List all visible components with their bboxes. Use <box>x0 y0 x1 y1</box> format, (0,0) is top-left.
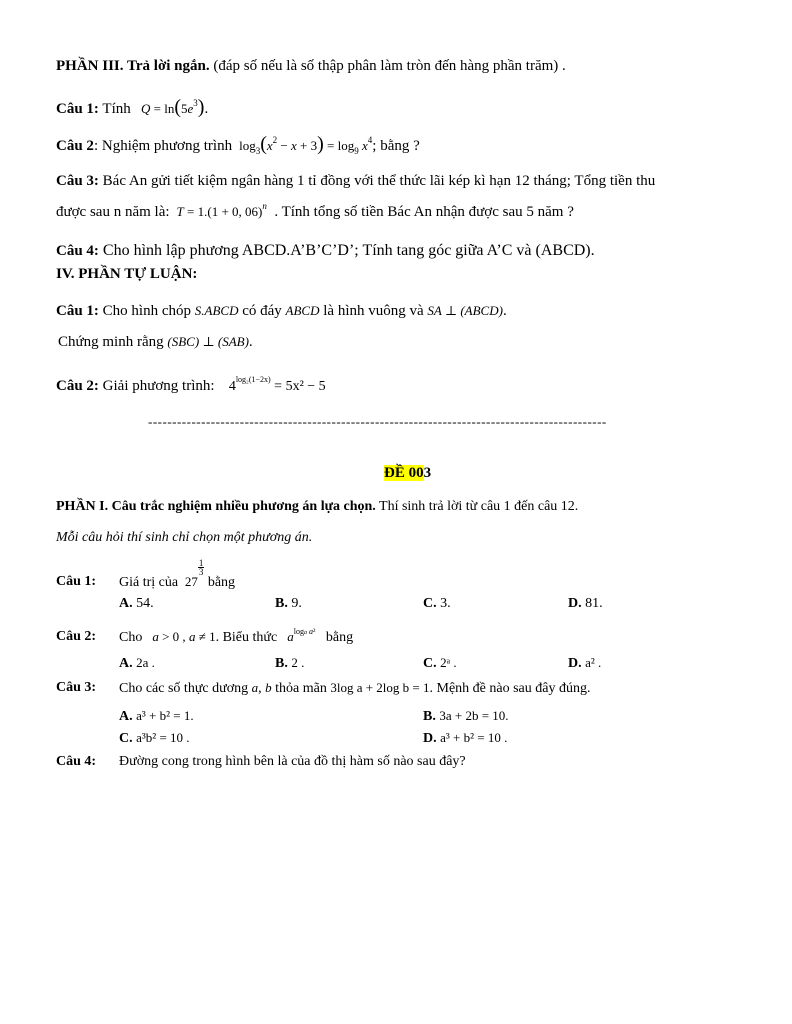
question-text: Cho <box>119 630 143 645</box>
math-log-condition: 3log a + 2log b = 1 <box>330 680 430 695</box>
q1-math: $Q = \ln(5e^3)$ <box>141 96 205 118</box>
question-text: : Nghiệm phương trình <box>93 138 233 154</box>
question-label: Câu 1: <box>56 101 99 117</box>
math-plane-perpendicular: (SBC) ⊥ (SAB) <box>167 334 249 349</box>
mc-question-2 <box>56 627 354 647</box>
question-end: . <box>204 101 209 117</box>
question-label: Câu 3: <box>56 173 99 189</box>
mc2-option-a[interactable] <box>119 654 155 673</box>
question-text: Giá trị của <box>119 575 179 590</box>
mc-question-3 <box>56 678 591 698</box>
question-text-2: có đáy <box>242 303 282 319</box>
mc3-option-a[interactable] <box>119 707 194 726</box>
part4-question-2 <box>56 376 326 398</box>
option-key: B. <box>275 596 288 611</box>
mc-question-1 <box>56 558 236 592</box>
question-label: Câu 3: <box>56 680 97 695</box>
part1-heading-title: PHẦN I. Câu trắc nghiệm nhiều phương án lựa chọn. <box>56 499 376 514</box>
part3-question-3-line2 <box>56 202 574 223</box>
mc1-option-a[interactable] <box>119 595 154 613</box>
exam-title-highlight: ĐỀ 00 <box>384 465 424 481</box>
option-value: a³ + b² = 10 . <box>440 730 508 745</box>
mc1-option-c[interactable] <box>423 595 451 613</box>
q2-math: $\log_3(x^2 - x + 3) = \log_9 x^4$ <box>235 133 373 156</box>
option-value: 9. <box>291 596 302 611</box>
section-divider: ----------------------------------------------------------------------------------------------- <box>148 414 607 429</box>
question-text: Cho hình chóp <box>98 303 192 319</box>
mc3-option-b[interactable] <box>423 707 509 726</box>
option-value: 2a . <box>136 655 155 670</box>
option-value: 3. <box>440 596 451 611</box>
option-key: B. <box>275 656 288 671</box>
option-key: B. <box>423 709 436 724</box>
mc2-option-c[interactable] <box>423 654 457 673</box>
mc2-option-b[interactable] <box>275 654 304 673</box>
part3-question-3-line1 <box>56 171 655 191</box>
option-key: A. <box>119 656 133 671</box>
part1-heading <box>56 497 578 517</box>
equation-base: 4 <box>228 379 236 394</box>
exam-title-rest: 3 <box>423 465 432 481</box>
question-text: được sau n năm là: <box>56 204 170 220</box>
option-key: A. <box>119 709 133 724</box>
option-key: C. <box>423 656 437 671</box>
math-a-conditions: a > 0 , a ≠ 1 <box>152 629 216 644</box>
part4-question-1-line2 <box>58 332 253 352</box>
option-value: a³b² = 10 . <box>136 730 190 745</box>
mc2-option-d[interactable] <box>568 654 601 673</box>
part3-heading-note: (đáp số nếu là số thập phân làm tròn đến hàng phần trăm) . <box>209 58 566 74</box>
part3-heading-title: PHẦN III. Trả lời ngắn. <box>56 58 210 74</box>
question-label: Câu 2 <box>56 138 94 154</box>
part1-heading-rest: Thí sinh trả lời từ câu 1 đến câu 12. <box>375 499 579 514</box>
part3-question-1 <box>56 97 208 120</box>
part4-question-1-line1 <box>56 301 507 321</box>
mc3-option-c[interactable] <box>119 729 190 748</box>
question-text: Cho các số thực dương <box>119 681 249 696</box>
question-label: Câu 4: <box>56 243 99 259</box>
option-key: C. <box>423 596 437 611</box>
math-abcd: ABCD <box>285 303 320 318</box>
part3-question-4 <box>56 241 595 261</box>
question-label: Câu 4: <box>56 754 97 769</box>
question-text: Giải phương trình: <box>98 378 215 394</box>
question-body <box>119 558 236 593</box>
mc-question-4 <box>56 752 466 772</box>
question-text: Chứng minh rằng <box>58 334 164 350</box>
question-text: Bác An gửi tiết kiệm ngân hàng 1 tỉ đồng với thể thức lãi kép kì hạn 12 tháng; Tổng tiền thu <box>98 173 656 189</box>
part1-note: Mỗi câu hỏi thí sinh chỉ chọn một phương án. <box>56 530 313 545</box>
question-end: bằng <box>325 630 354 645</box>
option-key: D. <box>568 656 582 671</box>
math-a-power-log: $a^{loga a^2}$ <box>287 627 316 644</box>
question-text: Đường cong trong hình bên là của đồ thị hàm số nào sau đây? <box>119 754 466 769</box>
question-text: Tính <box>102 101 131 117</box>
question-text-2: . Biểu thức <box>215 630 278 645</box>
option-key: A. <box>119 596 133 611</box>
math-perpendicular: SA ⊥ (ABCD) <box>427 303 503 318</box>
q3-math: T = 1.(1 + 0, 06)$^n$ <box>176 201 267 219</box>
mc1-option-b[interactable] <box>275 595 302 613</box>
option-value: 2 . <box>291 655 305 670</box>
math-sabcd: S.ABCD <box>194 303 239 318</box>
question-end: . <box>248 334 253 350</box>
question-text: Cho hình lập phương ABCD.A’B’C’D’; Tính tang góc giữa A’C và (ABCD). <box>98 242 595 259</box>
option-value: a² . <box>585 655 602 670</box>
part3-question-2 <box>56 134 420 157</box>
question-end: . Mệnh đề nào sau đây đúng. <box>429 681 591 696</box>
math-b: b <box>265 680 272 695</box>
option-key: C. <box>119 731 133 746</box>
question-label: Câu 1: <box>56 574 97 589</box>
question-label: Câu 1: <box>56 303 99 319</box>
question-end: bằng <box>207 575 236 590</box>
part4-heading: IV. PHẦN TỰ LUẬN: <box>56 266 198 282</box>
math-27-cuberoot: 271 3 <box>181 558 204 589</box>
math-a: a <box>251 680 259 695</box>
question-end: ; bằng ? <box>372 138 420 154</box>
q2-equation <box>218 375 326 394</box>
option-value: a³ + b² = 1. <box>136 708 194 723</box>
question-text-2: . Tính tổng số tiền Bác An nhận được sau 5 năm ? <box>274 204 574 220</box>
mc3-option-d[interactable] <box>423 729 507 748</box>
option-key: D. <box>568 596 582 611</box>
equation-rhs: = 5x² − 5 <box>274 379 326 394</box>
question-label: Câu 2: <box>56 378 99 394</box>
question-label: Câu 2: <box>56 629 97 644</box>
option-value: 3a + 2b = 10. <box>439 708 509 723</box>
question-body <box>119 627 353 650</box>
equation-exponent: log₂(1−2x) <box>235 375 271 384</box>
question-text-3: thỏa mãn <box>275 681 327 696</box>
mc1-option-d[interactable] <box>568 595 603 613</box>
question-body <box>119 678 590 699</box>
option-value: 81. <box>585 596 603 611</box>
part3-heading <box>56 56 566 76</box>
option-key: D. <box>423 731 437 746</box>
exam-title <box>384 463 431 483</box>
question-text-2: , <box>258 681 266 696</box>
question-text-3: là hình vuông và <box>323 303 424 319</box>
option-value: 54. <box>136 596 154 611</box>
option-value: 2ᵃ . <box>440 655 457 670</box>
question-end: . <box>502 303 507 319</box>
